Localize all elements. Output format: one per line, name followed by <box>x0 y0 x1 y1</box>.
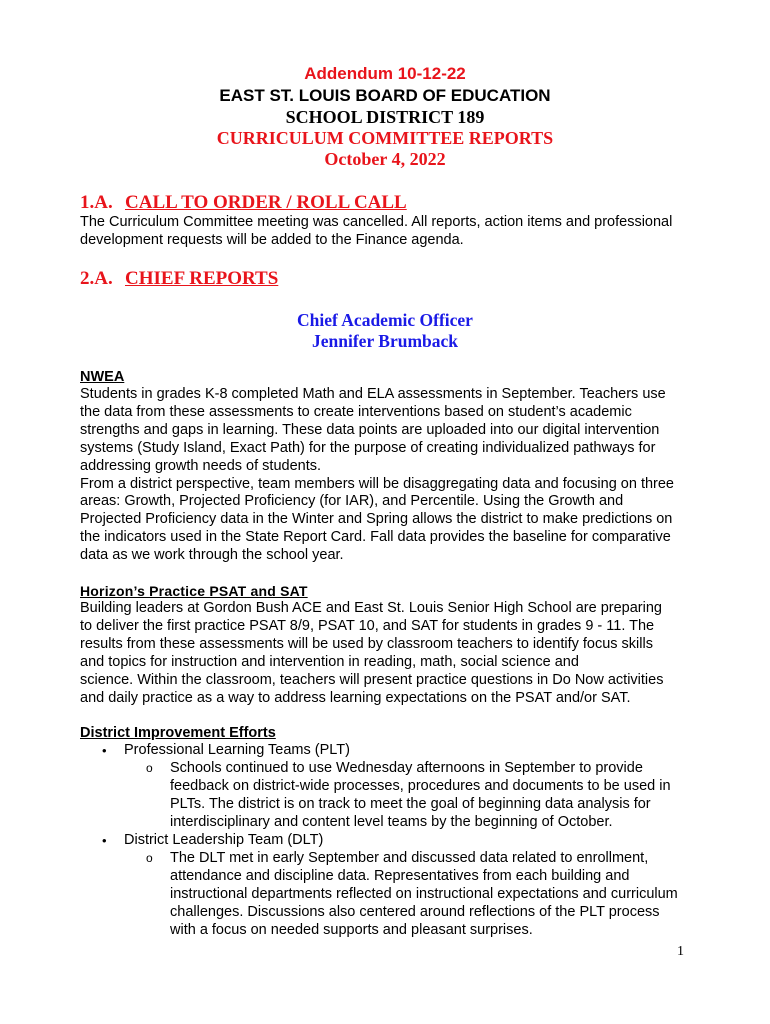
paragraph-line: science. Within the classroom, teachers will present practice questions in Do Now activities <box>80 671 664 688</box>
nwea-paragraph <box>80 386 710 565</box>
district-title: SCHOOL DISTRICT 189 <box>285 107 485 127</box>
paragraph-line: From a district perspective, team members will be disaggregating data and focusing on three <box>80 475 674 492</box>
paragraph-line: and daily practice as a way to address learning expectations on the PSAT and/or SAT. <box>80 689 631 706</box>
sub-list-line: feedback on district-wide processes, procedures and documents to be used in <box>170 778 671 794</box>
paragraph-line: The Curriculum Committee meeting was cancelled. All reports, action items and professional <box>80 214 673 230</box>
paragraph-line: Building leaders at Gordon Bush ACE and East St. Louis Senior High School are preparing <box>80 600 662 616</box>
paragraph-line: Students in grades K-8 completed Math and ELA assessments in September. Teachers use <box>80 386 666 402</box>
paragraph-line: strengths and gaps in learning. These data points are uploaded into our digital intervention <box>80 421 660 438</box>
paragraph-line: data as we work through the school year. <box>80 547 344 564</box>
paragraph-line: the indicators used in the State Report Card. Fall data provides the baseline for comparative <box>80 529 671 546</box>
addendum-title: Addendum 10-12-22 <box>304 64 466 83</box>
paragraph-line: areas: Growth, Projected Proficiency (for IAR), and Percentile. Using the Growth and <box>80 493 624 510</box>
sub-bullet-icon: o <box>146 851 153 865</box>
reports-title: CURRICULUM COMMITTEE REPORTS <box>216 128 554 148</box>
paragraph-line: results from these assessments will be used by classroom teachers to identify focus skills <box>80 635 653 652</box>
section-title: CHIEF REPORTS <box>125 268 279 289</box>
psat-paragraph <box>80 600 710 707</box>
sub-list-line: Schools continued to use Wednesday afternoons in September to provide <box>170 760 643 776</box>
section-2a-heading <box>80 268 278 290</box>
list-item-label: District Leadership Team (DLT) <box>124 832 324 848</box>
sub-list-line: attendance and discipline data. Representatives from each building and <box>170 868 630 884</box>
sub-list-line: with a focus on needed supports and pleasant surprises. <box>170 922 533 938</box>
board-title: EAST ST. LOUIS BOARD OF EDUCATION <box>219 86 551 105</box>
officer-name: Jennifer Brumback <box>312 331 458 351</box>
paragraph-line: the data from these assessments to create interventions based on student’s academic <box>80 403 632 420</box>
section-1a-heading <box>80 192 407 214</box>
paragraph-line: development requests will be added to the Finance agenda. <box>80 231 464 248</box>
sub-bullet-icon: o <box>146 761 153 775</box>
call-to-order-paragraph <box>80 214 710 250</box>
meeting-date: October 4, 2022 <box>324 149 446 169</box>
paragraph-line: Projected Proficiency data in the Winter and Spring allows the district to make predictions on <box>80 511 673 528</box>
psat-heading: Horizon’s Practice PSAT and SAT <box>80 583 308 599</box>
paragraph-line: addressing growth needs of students. <box>80 457 322 474</box>
sub-list-line: instructional departments reflected on instructional expectations and curriculum <box>170 886 678 902</box>
improvement-heading: District Improvement Efforts <box>80 725 276 741</box>
nwea-heading: NWEA <box>80 369 125 385</box>
bullet-icon: • <box>102 833 107 848</box>
sub-list-line: PLTs. The district is on track to meet the goal of beginning data analysis for <box>170 796 651 812</box>
bullet-icon: • <box>102 743 107 758</box>
paragraph-line: and topics for instruction and intervention in reading, math, social science and <box>80 653 579 670</box>
section-number: 1.A. <box>80 192 113 213</box>
paragraph-line: to deliver the first practice PSAT 8/9, PSAT 10, and SAT for students in grades 9 - 11. The <box>80 617 655 634</box>
sub-list-line: interdisciplinary and content level teams by the beginning of October. <box>170 814 613 830</box>
officer-title: Chief Academic Officer <box>297 310 473 330</box>
page-number: 1 <box>677 944 684 959</box>
list-item-label: Professional Learning Teams (PLT) <box>124 742 350 758</box>
sub-list-line: The DLT met in early September and discussed data related to enrollment, <box>170 850 649 866</box>
section-number: 2.A. <box>80 268 113 289</box>
section-title: CALL TO ORDER / ROLL CALL <box>125 192 407 213</box>
sub-list-line: challenges. Discussions also centered around reflections of the PLT process <box>170 904 660 920</box>
paragraph-line: systems (Study Island, Exact Path) for the purpose of creating individualized pathways for <box>80 439 656 456</box>
